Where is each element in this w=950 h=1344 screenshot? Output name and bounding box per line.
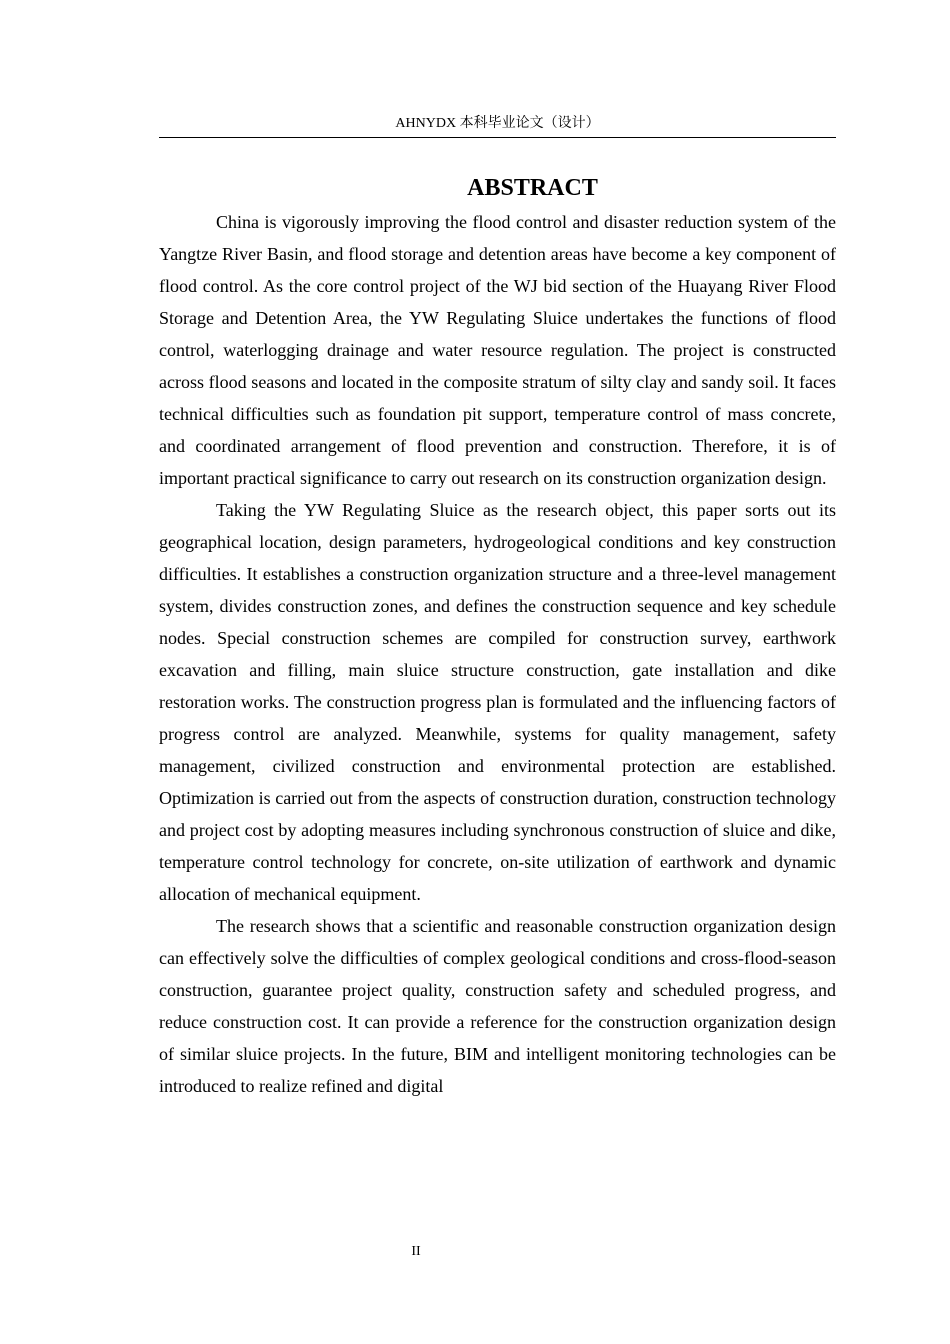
header-rule — [159, 137, 836, 138]
abstract-paragraph-3: The research shows that a scientific and reasonable construction organization design can effectively solve the difficulties of complex geological conditions and cross-flood-season construction, guarantee project quality, construction safety and scheduled progress, and reduce construction cost. It can provide a reference for the construction organization design of similar sluice projects. In the future, BIM and intelligent monitoring technologies can be introduced to realize refined and digital — [159, 916, 836, 1096]
abstract-title: ABSTRACT — [467, 175, 598, 201]
page-header: AHNYDX 本科毕业论文（设计） — [395, 116, 600, 131]
abstract-paragraph-2: Taking the YW Regulating Sluice as the research object, this paper sorts out its geographical location, design parameters, hydrogeological conditions and key construction difficulties. It establishes a construction organization structure and a three-level management system, divides construction zones, and defines the construction sequence and key schedule nodes. Special construction schemes are compiled for construction survey, earthwork excavation and filling, main sluice structure construction, gate installation and dike restoration works. The construction progress plan is formulated and the influencing factors of progress control are analyzed. Meanwhile, systems for quality management, safety management, civilized construction and environmental protection are established. Optimization is carried out from the aspects of construction duration, construction technology and project cost by adopting measures including synchronous construction of sluice and dike, temperature control technology for concrete, on-site utilization of earthwork and dynamic allocation of mechanical equipment. — [159, 500, 836, 904]
abstract-body — [159, 206, 836, 1102]
abstract-paragraph-1: China is vigorously improving the flood control and disaster reduction system of the Yangtze River Basin, and flood storage and detention areas have become a key component of flood control. As the core control project of the WJ bid section of the Huayang River Flood Storage and Detention Area, the YW Regulating Sluice undertakes the functions of flood control, waterlogging drainage and water resource regulation. The project is constructed across flood seasons and located in the composite stratum of silty clay and sandy soil. It faces technical difficulties such as foundation pit support, temperature control of mass concrete, and coordinated arrangement of flood prevention and construction. Therefore, it is of important practical significance to carry out research on its construction organization design. — [159, 212, 836, 488]
page-number: II — [411, 1244, 421, 1259]
